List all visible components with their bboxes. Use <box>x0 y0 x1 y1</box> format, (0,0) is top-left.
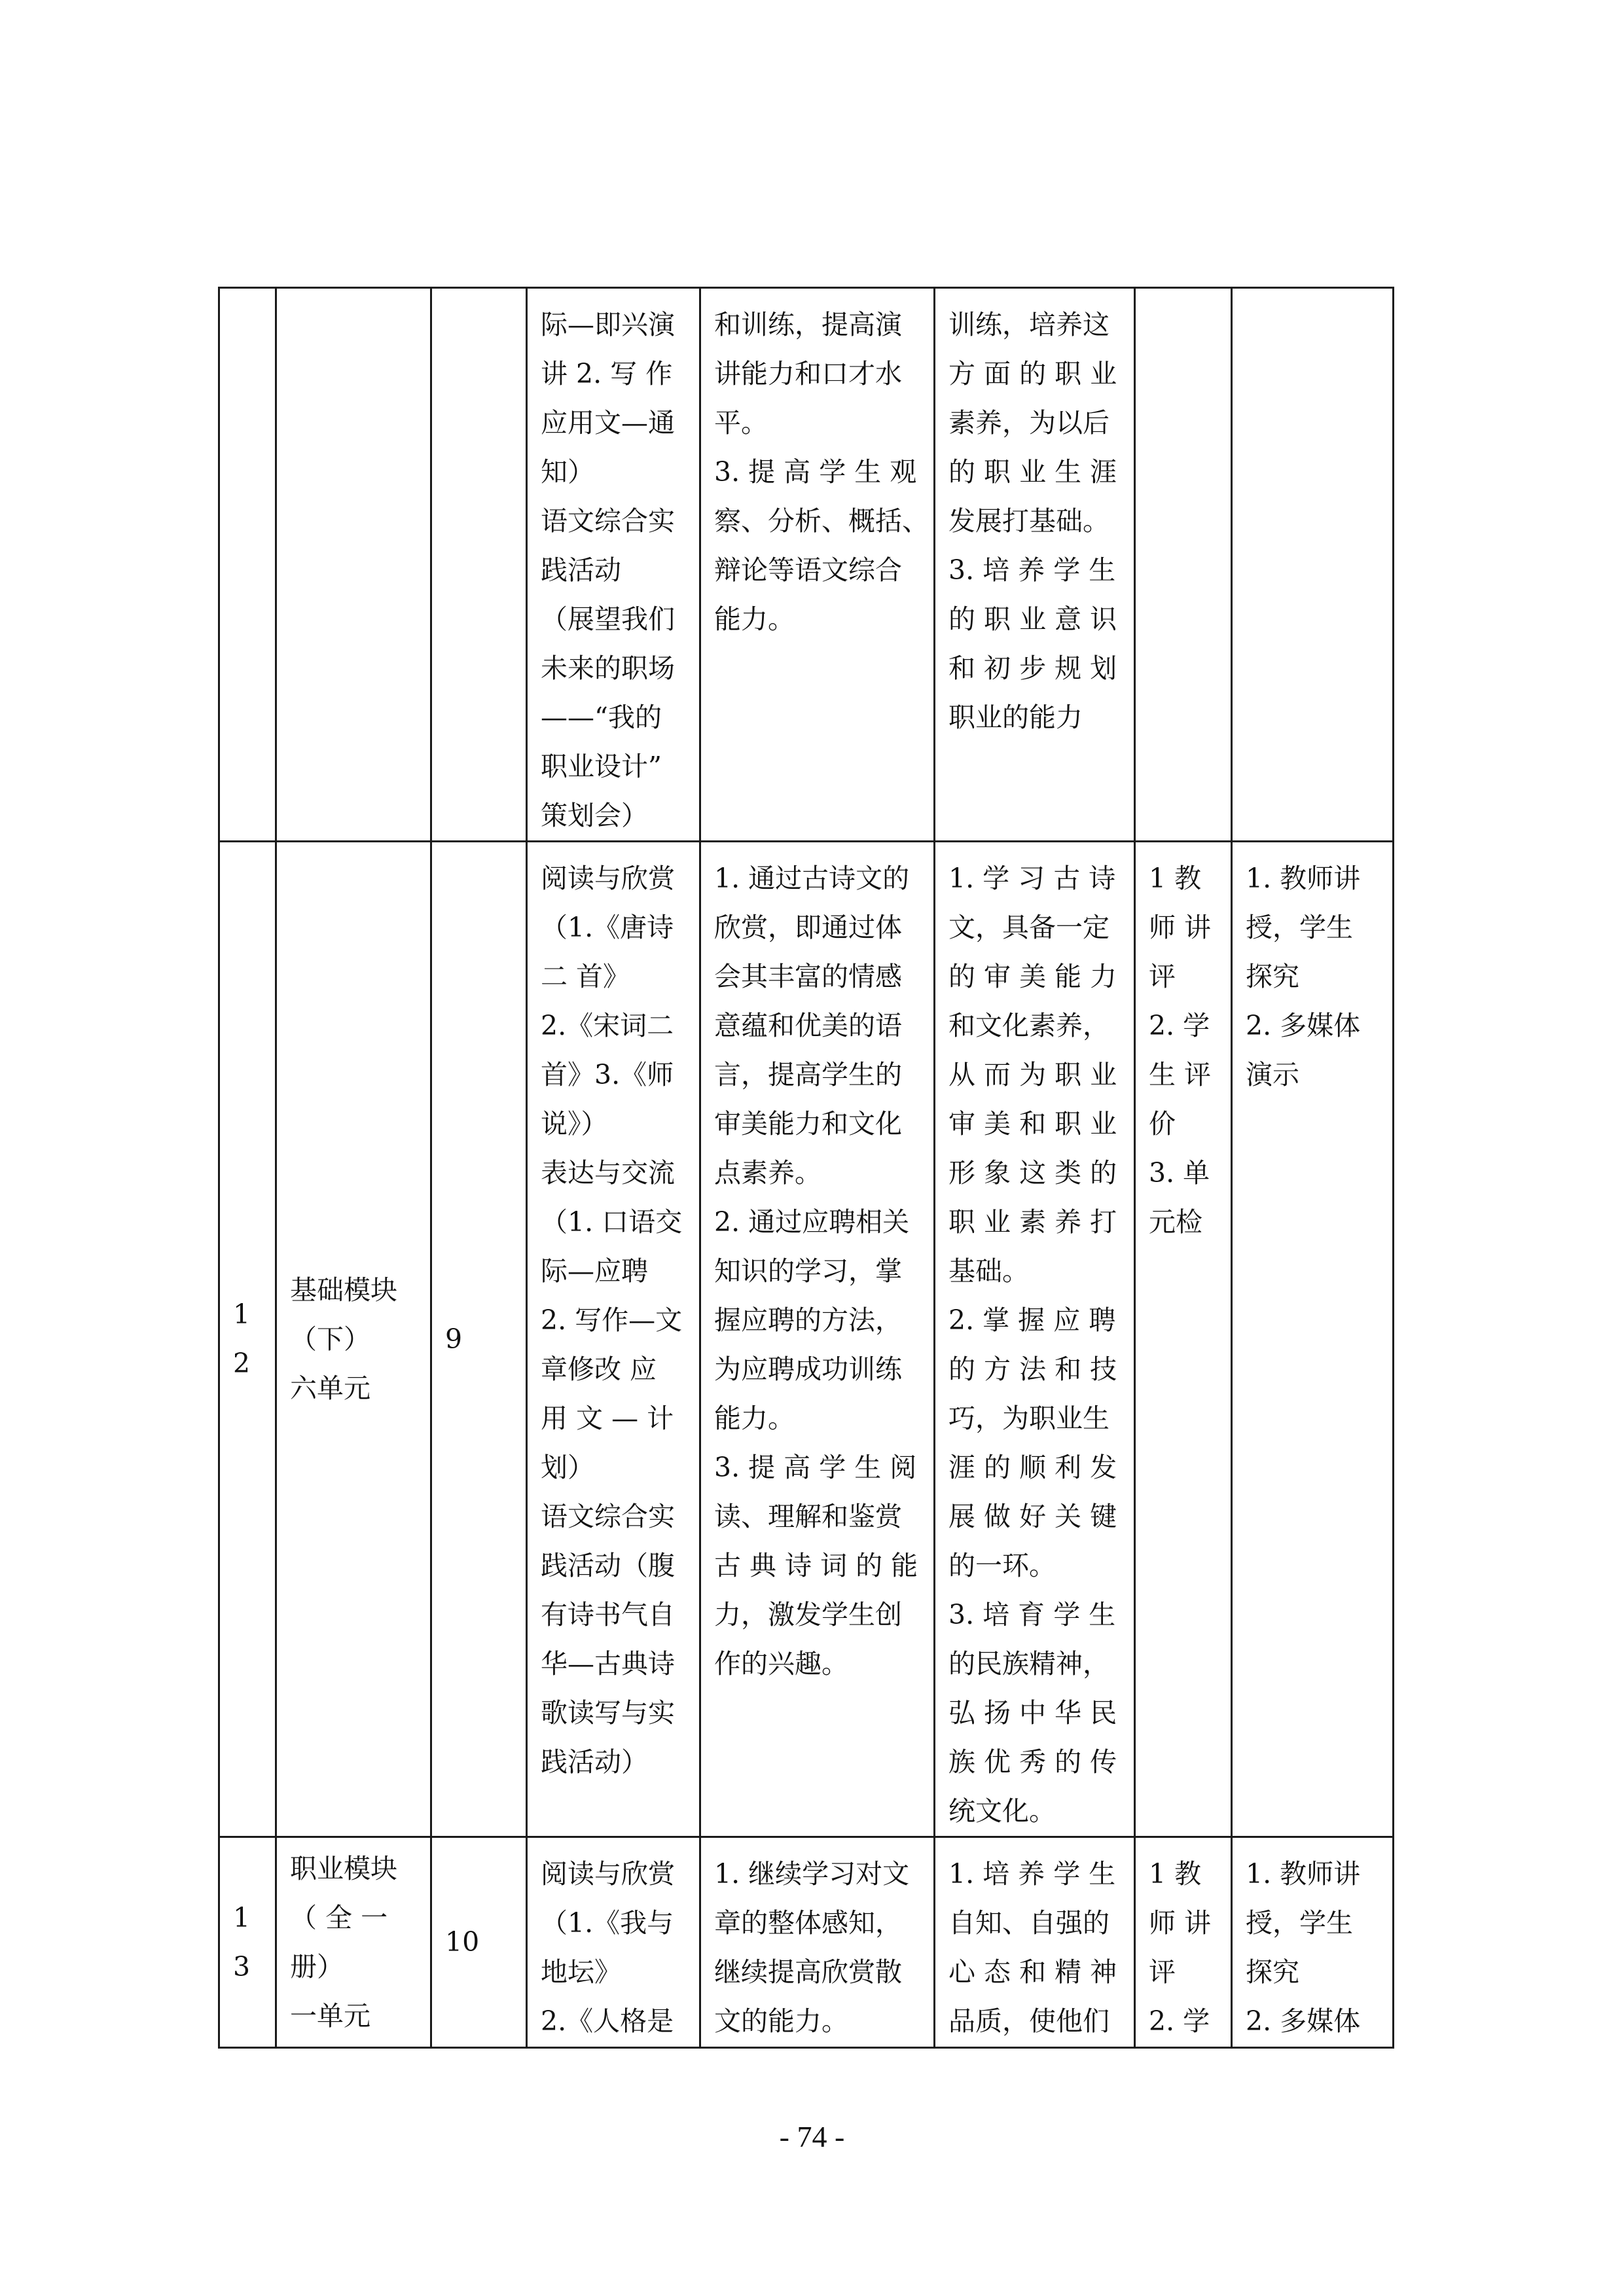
table-row <box>219 1837 1394 2048</box>
cell-line: 能力。 <box>714 603 795 635</box>
course-plan-table <box>218 287 1394 2049</box>
cell-line: 弘 扬 中 华 民 <box>948 1697 1117 1729</box>
cell-line: 基础。 <box>948 1255 1029 1287</box>
cell-line: 察、分析、概括、 <box>714 505 929 537</box>
cell-line: 素养，为以后 <box>948 407 1110 439</box>
cell-line: 2. 学 <box>1149 1010 1210 1041</box>
cell-line: 欣赏，即通过体 <box>714 912 902 943</box>
cell-line: 形 象 这 类 的 <box>948 1157 1117 1189</box>
cell-goal <box>700 842 935 1837</box>
cell-line: 巧，为职业生 <box>948 1403 1110 1434</box>
cell-line: 族 优 秀 的 传 <box>948 1746 1117 1778</box>
cell-line: 1. 教师讲 <box>1246 863 1361 894</box>
cell-line: 的 方 法 和 技 <box>948 1354 1117 1385</box>
cell-text: 12 <box>233 1299 251 1379</box>
cell-line: 践活动） <box>541 1746 648 1778</box>
cell-line: 地坛》 <box>541 1956 621 1988</box>
cell-line: 古 典 诗 词 的 能 <box>714 1550 918 1581</box>
cell-line: 说》） <box>541 1108 608 1139</box>
page-number: - 74 - <box>779 2120 845 2153</box>
cell-line: 评 <box>1149 961 1176 992</box>
cell-line: 册） <box>290 1950 344 1982</box>
cell-line: 心 态 和 精 神 <box>948 1956 1117 1988</box>
cell-line: 3. 培 育 学 生 <box>948 1599 1116 1630</box>
cell-line: 1 教 <box>1149 863 1202 894</box>
cell-line: 训练，培养这 <box>948 309 1110 340</box>
cell-line: ——“我的 <box>541 702 662 733</box>
cell-method <box>1232 288 1394 842</box>
cell-line: 生 评 <box>1149 1059 1212 1090</box>
cell-assessment <box>1135 288 1232 842</box>
cell-number <box>219 1837 276 2048</box>
cell-line: 际—应聘 <box>541 1255 648 1287</box>
cell-line: 语文综合实 <box>541 1501 675 1532</box>
cell-content <box>527 288 700 842</box>
cell-number <box>219 842 276 1837</box>
cell-line: 继续提高欣赏散 <box>714 1956 902 1988</box>
cell-line: 章修改 应 <box>541 1354 657 1385</box>
cell-line: 的 职 业 意 识 <box>948 603 1117 635</box>
cell-line: 和 初 步 规 划 <box>948 653 1117 684</box>
cell-line: 探究 <box>1246 1956 1299 1988</box>
cell-line: 1 教 <box>1149 1858 1202 1890</box>
cell-hours <box>431 288 527 842</box>
cell-module <box>276 842 431 1837</box>
cell-line: 华—古典诗 <box>541 1648 675 1679</box>
cell-goal <box>700 288 935 842</box>
cell-method <box>1232 1837 1394 2048</box>
cell-line: 元检 <box>1149 1206 1202 1238</box>
cell-line: 探究 <box>1246 961 1299 992</box>
cell-hours <box>431 842 527 1837</box>
cell-text: 10 <box>445 1926 480 1958</box>
cell-quality <box>935 288 1135 842</box>
cell-line: 践活动 <box>541 554 621 586</box>
cell-line: 握应聘的方法， <box>714 1304 902 1336</box>
cell-line: 点素养。 <box>714 1157 821 1189</box>
cell-line: 和训练，提高演 <box>714 309 902 340</box>
cell-line: 师 讲 <box>1149 912 1212 943</box>
cell-line: 1. 学 习 古 诗 <box>948 863 1116 894</box>
cell-line: 2. 掌 握 应 聘 <box>948 1304 1116 1336</box>
cell-assessment <box>1135 842 1232 1837</box>
cell-line: 2. 学 <box>1149 2005 1210 2037</box>
cell-line: 表达与交流 <box>541 1157 675 1189</box>
cell-number <box>219 288 276 842</box>
cell-line: （1.《我与 <box>541 1907 674 1939</box>
cell-line: 会其丰富的情感 <box>714 961 902 992</box>
cell-line: 1. 通过古诗文的 <box>714 863 910 894</box>
cell-line: 意蕴和优美的语 <box>714 1010 902 1041</box>
cell-quality <box>935 842 1135 1837</box>
cell-line: 首》3.《师 <box>541 1059 674 1090</box>
cell-line: 知识的学习，掌 <box>714 1255 902 1287</box>
cell-line: 和文化素养， <box>948 1010 1110 1041</box>
cell-line: 2. 多媒体 <box>1246 1010 1361 1041</box>
cell-line: 自知、自强的 <box>948 1907 1110 1939</box>
cell-line: 1. 继续学习对文 <box>714 1858 910 1890</box>
cell-method <box>1232 842 1394 1837</box>
cell-line: 方 面 的 职 业 <box>948 358 1117 389</box>
cell-line: 文，具备一定 <box>948 912 1110 943</box>
cell-module <box>276 288 431 842</box>
cell-line: 读、理解和鉴赏 <box>714 1501 902 1532</box>
cell-line: 师 讲 <box>1149 1907 1212 1939</box>
cell-line: 基础模块 <box>290 1274 397 1306</box>
cell-line: 授，学生 <box>1246 1907 1353 1939</box>
cell-line: 的 审 美 能 力 <box>948 961 1117 992</box>
cell-line: 阅读与欣赏 <box>541 1858 675 1890</box>
cell-content <box>527 842 700 1837</box>
cell-line: 授，学生 <box>1246 912 1353 943</box>
cell-line: 章的整体感知， <box>714 1907 902 1939</box>
cell-line: 作的兴趣。 <box>714 1648 848 1679</box>
cell-line: 未来的职场 <box>541 653 675 684</box>
cell-line: 讲 2. 写 作 <box>541 358 673 389</box>
cell-line: 统文化。 <box>948 1795 1056 1827</box>
cell-line: 职业模块 <box>290 1852 397 1884</box>
cell-line: 审 美 和 职 业 <box>948 1108 1117 1139</box>
cell-quality <box>935 1837 1135 2048</box>
cell-line: 一单元 <box>290 2000 370 2032</box>
cell-line: 践活动（腹 <box>541 1550 675 1581</box>
cell-line: 2. 写作—文 <box>541 1304 683 1336</box>
cell-line: 平。 <box>714 407 768 439</box>
cell-line: 职 业 素 养 打 <box>948 1206 1117 1238</box>
cell-line: 2. 多媒体 <box>1246 2005 1361 2037</box>
cell-line: 言，提高学生的 <box>714 1059 902 1090</box>
cell-line: 3. 培 养 学 生 <box>948 554 1116 586</box>
cell-line: 力，激发学生创 <box>714 1599 902 1630</box>
cell-line: 应用文—通 <box>541 407 675 439</box>
cell-line: 划） <box>541 1452 594 1483</box>
cell-line: 阅读与欣赏 <box>541 863 675 894</box>
cell-line: 1. 教师讲 <box>1246 1858 1361 1890</box>
cell-line: 2.《宋词二 <box>541 1010 674 1041</box>
cell-line: 为应聘成功训练 <box>714 1354 902 1385</box>
cell-line: （1. 口语交 <box>541 1206 683 1238</box>
cell-line: 3. 提 高 学 生 阅 <box>714 1452 917 1483</box>
cell-line: 评 <box>1149 1956 1176 1988</box>
cell-line: 3. 提 高 学 生 观 <box>714 456 917 488</box>
cell-line: 职业的能力 <box>948 702 1083 733</box>
cell-line: 品质，使他们 <box>948 2005 1110 2037</box>
cell-line: 语文综合实 <box>541 505 675 537</box>
cell-goal <box>700 1837 935 2048</box>
cell-content <box>527 1837 700 2048</box>
cell-line: （ 全 一 <box>290 1901 388 1933</box>
cell-line: 讲能力和口才水 <box>714 358 902 389</box>
cell-line: （1.《唐诗 <box>541 912 674 943</box>
cell-line: （展望我们 <box>541 603 675 635</box>
cell-line: 的一环。 <box>948 1550 1056 1581</box>
cell-line: 的民族精神， <box>948 1648 1110 1679</box>
cell-line: 知） <box>541 456 594 488</box>
cell-line: 1. 培 养 学 生 <box>948 1858 1116 1890</box>
cell-hours <box>431 1837 527 2048</box>
cell-line: 2.《人格是 <box>541 2005 674 2037</box>
table-row <box>219 288 1394 842</box>
cell-line: 职业设计” <box>541 751 662 782</box>
cell-line: 发展打基础。 <box>948 505 1110 537</box>
cell-line: 歌读写与实 <box>541 1697 675 1729</box>
cell-module <box>276 1837 431 2048</box>
cell-text: 13 <box>233 1901 251 1982</box>
cell-line: 辩论等语文综合 <box>714 554 902 586</box>
cell-line: 3. 单 <box>1149 1157 1210 1189</box>
cell-line: 有诗书气自 <box>541 1599 675 1630</box>
cell-text: 9 <box>445 1323 463 1355</box>
cell-line: 价 <box>1149 1108 1176 1139</box>
cell-line: 从 而 为 职 业 <box>948 1059 1117 1090</box>
cell-line: 涯 的 顺 利 发 <box>948 1452 1117 1483</box>
cell-line: （下） <box>290 1323 370 1355</box>
cell-line: 2. 通过应聘相关 <box>714 1206 910 1238</box>
cell-line: 际—即兴演 <box>541 309 675 340</box>
cell-line: 演示 <box>1246 1059 1299 1090</box>
cell-line: 二 首》 <box>541 961 630 992</box>
cell-line: 策划会） <box>541 800 648 831</box>
cell-line: 审美能力和文化 <box>714 1108 902 1139</box>
cell-line: 用 文 — 计 <box>541 1403 674 1434</box>
cell-assessment <box>1135 1837 1232 2048</box>
cell-line: 文的能力。 <box>714 2005 848 2037</box>
cell-line: 展 做 好 关 键 <box>948 1501 1117 1532</box>
cell-line: 能力。 <box>714 1403 795 1434</box>
table-row <box>219 842 1394 1837</box>
cell-line: 六单元 <box>290 1372 370 1404</box>
cell-line: 的 职 业 生 涯 <box>948 456 1117 488</box>
